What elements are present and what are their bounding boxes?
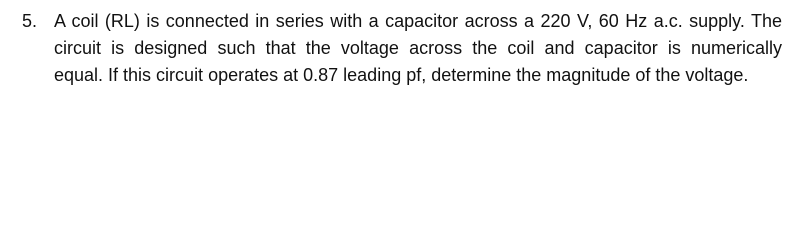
question-text xyxy=(54,8,782,89)
question-number: 5. xyxy=(22,11,38,31)
question-line-1: A coil (RL) is connected in series with a capacitor across a 220 V, 60 Hz a.c. supply. The xyxy=(54,11,782,31)
question-line-3: equal. If this circuit operates at 0.87 leading pf, determine the magnitude of the voltage. xyxy=(54,65,749,85)
question-line-2: circuit is designed such that the voltage across the coil and capacitor is numerically xyxy=(54,38,782,58)
question-item xyxy=(22,8,782,89)
